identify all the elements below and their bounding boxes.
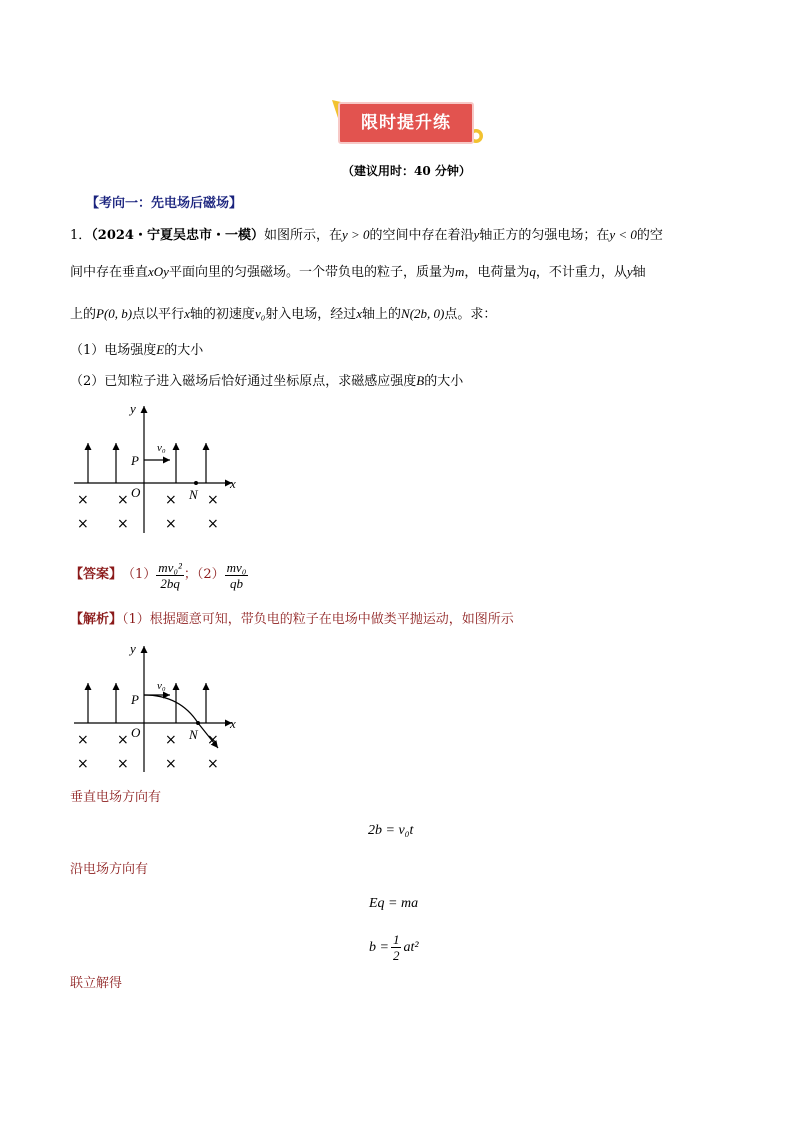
y-label: y	[130, 401, 136, 416]
cross-mark: ×	[207, 732, 219, 748]
x-label: x	[230, 716, 236, 731]
problem-line-3	[70, 306, 496, 323]
text: 点以平行	[132, 307, 185, 322]
text: 轴的初速度	[189, 307, 255, 322]
question-2	[70, 373, 463, 390]
math: q	[529, 264, 536, 279]
analysis-line	[70, 612, 514, 628]
figure-2	[60, 640, 260, 780]
y-label: y	[130, 641, 136, 656]
n-label: N	[189, 487, 198, 502]
text: 轴正方的匀强电场；在	[479, 228, 610, 243]
text: 上的	[70, 307, 97, 322]
analysis-text: （1）根据题意可知，带负电的粒子在电场中做类平抛运动，如图所示	[122, 612, 514, 627]
answer-part-1: （1）	[122, 567, 157, 582]
text: 轴上的	[362, 307, 402, 322]
problem-source: （2024・宁夏吴忠市・一模）	[91, 228, 264, 243]
text: 点。求：	[444, 307, 497, 322]
math: E	[156, 342, 165, 357]
denominator: qb	[230, 575, 243, 591]
banner-title: 限时提升练	[338, 102, 474, 144]
cross-mark: ×	[165, 492, 177, 508]
math: P(0, b)	[96, 306, 133, 321]
numerator: mv₀	[226, 559, 247, 575]
cross-mark: ×	[207, 756, 219, 772]
problem-line-2	[70, 264, 646, 281]
cross-mark: ×	[77, 492, 89, 508]
math: y > 0	[341, 227, 370, 242]
cross-mark: ×	[117, 732, 129, 748]
text: ，不计重力，从	[535, 265, 627, 280]
eq3-left: b =	[369, 939, 389, 955]
cross-mark: ×	[117, 756, 129, 772]
text: ，电荷量为	[464, 265, 530, 280]
equation-2: Eq = ma	[369, 896, 419, 911]
denominator: 2	[392, 948, 400, 963]
text: 如图所示，在	[263, 228, 342, 243]
origin-label: O	[131, 725, 141, 740]
v0-label: v₀	[157, 680, 166, 692]
time-hint: （建议用时：40 分钟）	[342, 164, 471, 178]
section-title: 【考向一：先电场后磁场】	[86, 196, 243, 211]
answer-separator: ；（2）	[183, 567, 225, 582]
math: x	[356, 306, 363, 321]
combine-label: 联立解得	[70, 976, 123, 991]
question-1	[70, 342, 203, 359]
math: y < 0	[609, 227, 637, 242]
analysis-tag: 【解析】	[70, 612, 123, 627]
figure-1	[60, 398, 260, 538]
problem-line-1	[70, 227, 663, 244]
cross-mark: ×	[207, 492, 219, 508]
answer-fraction-1	[156, 560, 184, 591]
answer-tag: 【答案】	[70, 567, 123, 582]
text: （2）已知粒子进入磁场后恰好通过坐标原点，求磁感应强度	[70, 374, 417, 389]
math: m	[454, 264, 465, 279]
cross-mark: ×	[77, 732, 89, 748]
equation-1: 2b = v₀t	[368, 823, 414, 838]
denominator: 2bq	[160, 575, 180, 591]
point-n	[196, 721, 200, 725]
cross-mark: ×	[77, 516, 89, 532]
eq3-right: at²	[403, 939, 419, 955]
math: y	[473, 227, 480, 242]
p-label: P	[131, 692, 139, 707]
cross-mark: ×	[117, 492, 129, 508]
text: 的空	[636, 228, 663, 243]
math: v₀	[254, 306, 266, 321]
p-label: P	[131, 453, 139, 468]
answer-line	[70, 556, 248, 594]
vertical-direction-label: 垂直电场方向有	[70, 790, 162, 805]
along-field-label: 沿电场方向有	[70, 862, 149, 877]
cross-mark: ×	[77, 756, 89, 772]
origin-label: O	[131, 485, 141, 500]
point-n	[194, 481, 198, 485]
math: x	[184, 306, 190, 321]
n-label: N	[189, 727, 198, 742]
text: 平面向里的匀强磁场。一个带负电的粒子，质量为	[168, 265, 455, 280]
cross-mark: ×	[165, 516, 177, 532]
eq3-fraction	[391, 932, 402, 963]
text: （1）电场强度	[70, 343, 157, 358]
cross-mark: ×	[207, 516, 219, 532]
cross-mark: ×	[117, 516, 129, 532]
v0-label: v₀	[157, 442, 166, 454]
cross-mark: ×	[165, 756, 177, 772]
math: y	[626, 264, 633, 279]
text: 的大小	[424, 374, 464, 389]
math: xOy	[148, 264, 169, 279]
text: 轴	[632, 265, 646, 280]
text: 间中存在垂直	[70, 265, 149, 280]
problem-number: 1．	[70, 228, 92, 243]
math: B	[416, 373, 425, 388]
equation-3	[369, 932, 419, 963]
text: 射入电场，经过	[265, 307, 357, 322]
x-label: x	[230, 476, 236, 491]
numerator: 1	[392, 932, 400, 947]
text: 的空间中存在着沿	[369, 228, 474, 243]
answer-fraction-2	[225, 560, 249, 591]
text: 的大小	[164, 343, 204, 358]
cross-mark: ×	[165, 732, 177, 748]
title-banner	[328, 98, 488, 148]
math: N(2b, 0)	[401, 306, 445, 321]
numerator: mv₀²	[158, 559, 182, 575]
